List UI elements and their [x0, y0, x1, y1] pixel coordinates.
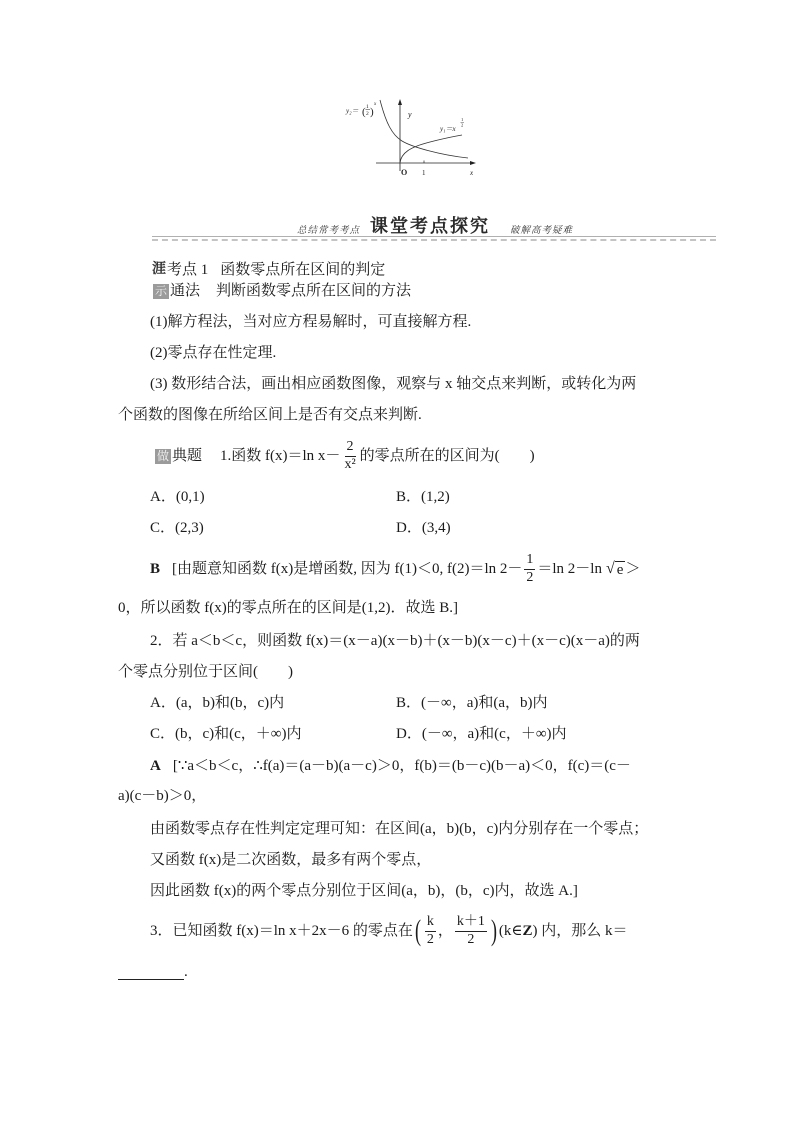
- y2-rparen: ): [370, 106, 374, 118]
- y-axis-label: y: [408, 110, 412, 119]
- question-3: [150, 912, 628, 950]
- method-title: 判断函数零点所在区间的方法: [216, 283, 412, 299]
- point-heading: [152, 260, 385, 280]
- y-axis-arrow: [398, 99, 402, 105]
- q2-option-d: D．(－∞，a)和(c，＋∞)内: [396, 726, 567, 742]
- q3-frac2-num: k＋1: [455, 915, 487, 932]
- q3-integer-set: Z: [522, 923, 533, 939]
- x-axis-arrow: [470, 161, 476, 165]
- a1-text-after: ＞: [625, 561, 641, 577]
- method-3-cont: 个函数的图像在所给区间上是否有交点来判断.: [118, 407, 422, 423]
- origin-label: O: [401, 168, 408, 177]
- q3-stem-after-1: (k∈: [498, 923, 523, 939]
- blank-line: [118, 965, 184, 980]
- point-badge: 涯: [152, 262, 166, 277]
- method-label: 通法: [170, 283, 201, 299]
- q2-option-a: A．(a，b)和(b，c)内: [150, 695, 285, 711]
- a1-text-before: [由题意知函数 f(x)是增函数, 因为 f(1)＜0, f(2)＝ln 2－: [172, 561, 523, 577]
- answer-1-line-1: [150, 553, 640, 585]
- q3-fraction-2: [455, 915, 487, 947]
- point-label: 考点 1: [167, 262, 209, 278]
- sqrt-sign: √: [605, 560, 615, 577]
- y2-exp: x: [374, 102, 377, 107]
- a2-line-1-text: [∵a＜b＜c，∴f(a)＝(a－b)(a－c)＞0，f(b)＝(b－c)(b－a)＜0，f(c)＝(c－: [172, 758, 631, 774]
- q1-fraction: [342, 440, 357, 472]
- q3-stem-before: 3．已知函数 f(x)＝ln x＋2x－6 的零点在: [150, 923, 413, 939]
- question-1: [155, 440, 535, 472]
- q1-stem-after: 的零点所在的区间为( ): [359, 448, 535, 464]
- y2-num: 1: [366, 104, 369, 110]
- q3-lparen: (: [414, 914, 421, 947]
- q3-fraction-1: [425, 915, 436, 947]
- banner-right-text: 破解高考疑难: [510, 226, 574, 236]
- q2-option-c: C．(b，c)和(c，＋∞)内: [150, 726, 302, 742]
- method-3: (3) 数形结合法，画出相应函数图像，观察与 x 轴交点来判断，或转化为两: [150, 376, 637, 392]
- q2-option-b: B．(－∞，a)和(a，b)内: [396, 695, 548, 711]
- banner-title: 课堂考点探究: [370, 216, 490, 237]
- question-2-line-1: 2．若 a＜b＜c，则函数 f(x)＝(x－a)(x－b)＋(x－b)(x－c)＋(x－c)(x－a)的两: [150, 633, 640, 649]
- answer-2-letter: A: [150, 758, 161, 774]
- answer-1-letter: B: [150, 561, 161, 577]
- banner-left-text: 总结常考考点: [297, 226, 361, 236]
- q3-comma: ，: [437, 923, 453, 939]
- question-2-line-2: 个零点分别位于区间( ): [118, 664, 293, 680]
- y1-exp-num: 1: [461, 117, 464, 122]
- q3-stem-after-2: ) 内，那么 k＝: [532, 923, 628, 939]
- y2-lparen: (: [362, 106, 366, 118]
- function-graph: [340, 95, 490, 180]
- tick-label: 1: [422, 169, 426, 177]
- method-badge: 示: [155, 283, 168, 298]
- q1-frac-den: x²: [344, 456, 356, 472]
- x-axis-label: x: [470, 169, 474, 177]
- example-label: 典题: [172, 448, 203, 464]
- q1-option-b: B．(1,2): [396, 489, 450, 505]
- q1-option-c: C．(2,3): [150, 520, 204, 536]
- power-curve: [400, 135, 462, 163]
- a1-frac-den: 2: [526, 569, 534, 585]
- q1-option-a: A．(0,1): [150, 489, 205, 505]
- answer-2-line-1: [150, 756, 631, 776]
- y2-den: 2: [366, 111, 369, 117]
- a1-text-mid: ＝ln 2－ln: [537, 561, 602, 577]
- sqrt-argument: e: [616, 561, 624, 578]
- answer-2-line-4: 又函数 f(x)是二次函数，最多有两个零点，: [150, 852, 432, 868]
- answer-1-line-2: 0，所以函数 f(x)的零点所在的区间是(1,2)．故选 B.]: [118, 600, 458, 616]
- q3-frac1-num: k: [425, 915, 436, 932]
- q1-stem-before: 1.函数 f(x)＝ln x－: [220, 448, 341, 464]
- y1-label: y₁＝x: [440, 125, 456, 133]
- answer-2-line-5: 因此函数 f(x)的两个零点分别位于区间(a，b)，(b，c)内，故选 A.]: [150, 883, 578, 899]
- q3-rparen: ): [490, 914, 497, 947]
- y2-label: y₂＝: [346, 107, 359, 115]
- a1-frac-num: 1: [524, 553, 535, 570]
- q1-frac-num: 2: [345, 440, 356, 457]
- point-title: 函数零点所在区间的判定: [220, 262, 386, 278]
- blank-end: .: [184, 964, 188, 980]
- q1-option-d: D．(3,4): [396, 520, 451, 536]
- a1-fraction: [524, 553, 535, 585]
- example-badge: 做: [157, 448, 170, 463]
- q3-answer-blank: [118, 962, 188, 982]
- q3-frac1-den: 2: [426, 931, 434, 947]
- method-heading: [153, 281, 411, 301]
- banner-divider: [152, 236, 716, 241]
- method-1: (1)解方程法，当对应方程易解时，可直接解方程.: [150, 314, 472, 330]
- answer-2-line-3: 由函数零点存在性判定定理可知：在区间(a，b)(b，c)内分别存在一个零点；: [150, 821, 649, 837]
- method-2: (2)零点存在性定理.: [150, 345, 277, 361]
- y1-exp-den: 2: [461, 122, 464, 128]
- answer-2-line-2: a)(c－b)＞0，: [118, 788, 207, 804]
- q3-frac2-den: 2: [467, 931, 475, 947]
